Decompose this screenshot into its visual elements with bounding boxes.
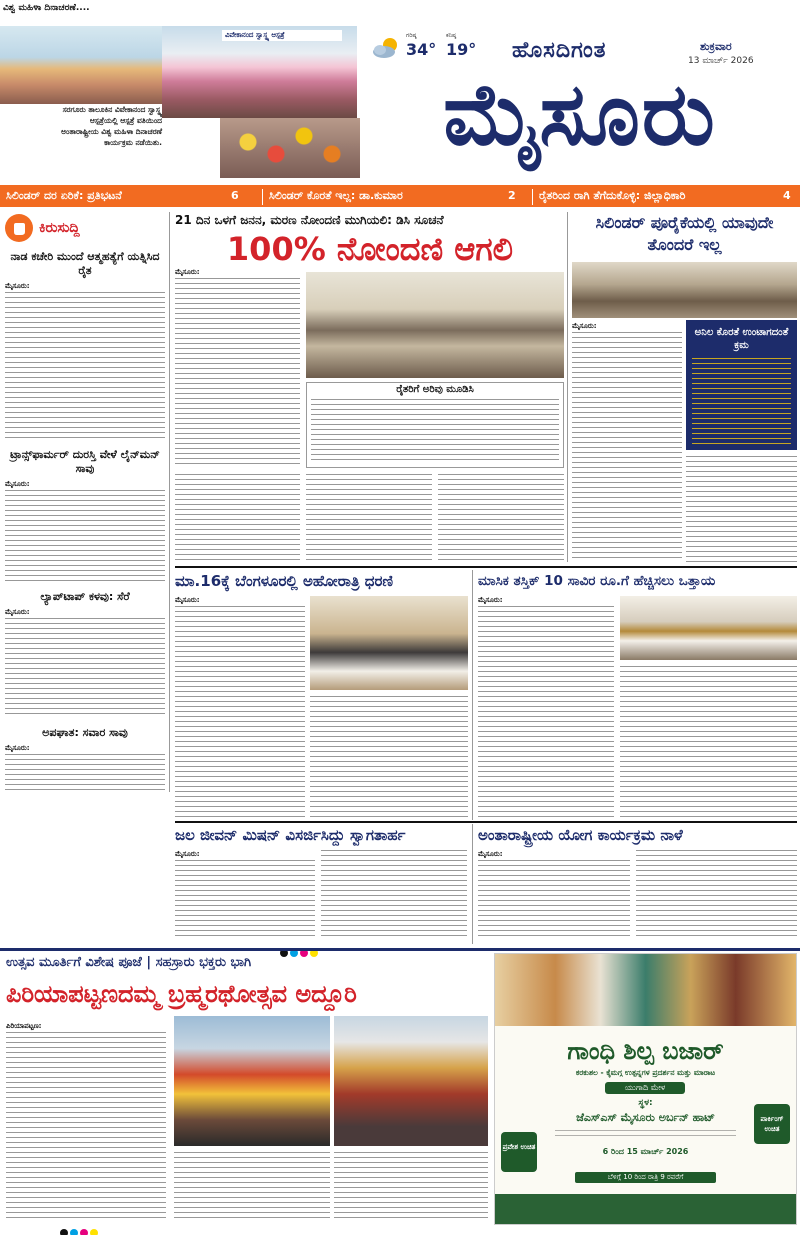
brand-logo: ಹೊಸದಿಗಂತ <box>512 38 607 63</box>
brief-dateline: ಮೈಸೂರು: <box>5 608 30 616</box>
womens-day-photo <box>0 26 165 104</box>
brief-headline: ಟ್ರಾನ್ಸ್‌ಫಾರ್ಮರ್ ದುರಸ್ತಿ ವೇಳೆ ಲೈನ್‌ಮನ್ ಸಾವು <box>10 448 160 475</box>
ticker-text: ರೈತರಿಂದ ರಾಗಿ ತೆಗೆದುಕೊಳ್ಳಿ: ಜಿಲ್ಲಾಧಿಕಾರಿ <box>539 189 686 202</box>
festival-kicker: ಉತ್ಸವ ಮೂರ್ತಿಗೆ ವಿಶೇಷ ಪೂಜೆ | ಸಹಸ್ರಾರು ಭಕ್ತರು ಭಾಗಿ <box>6 955 252 970</box>
brief-body <box>5 292 165 442</box>
salary-headline: ಮಾಸಿಕ ತಸ್ತಿಕ್ 10 ಸಾವಿರ ರೂ.ಗೆ ಹೆಚ್ಚಿಸಲು ಒತ್ತಾಯ <box>478 573 716 589</box>
column-divider <box>472 570 473 820</box>
lead-dateline: ಮೈಸೂರು: <box>175 268 200 276</box>
min-label: ಕನಿಷ್ಠ <box>446 32 457 39</box>
city-title: ಮೈಸೂರು <box>443 65 717 165</box>
section-rule <box>175 566 797 568</box>
column-divider <box>567 212 568 562</box>
yoga-body-2 <box>636 850 797 940</box>
lead-headline: 100% ನೋಂದಣಿ ಆಗಲಿ <box>226 230 514 268</box>
brief-headline: ನಾಡ ಕಚೇರಿ ಮುಂದೆ ಆತ್ಮಹತ್ಯೆಗೆ ಯತ್ನಿಸಿದ ರೈತ <box>10 250 160 277</box>
cylinder-box <box>686 320 797 450</box>
cylinder-dateline: ಮೈಸೂರು: <box>572 322 597 330</box>
festival-headline: ಪಿರಿಯಾಪಟ್ಟಣದಮ್ಮ ಬ್ರಹ್ಮರಥೋತ್ಸವ ಅದ್ದೂರಿ <box>6 980 357 1008</box>
salary-body-1 <box>478 606 614 818</box>
jal-headline: ಜಲ ಜೀವನ್ ಮಿಷನ್ ವಿಸರ್ಜಿಸಿದ್ದು ಸ್ವಾಗತಾರ್ಹ <box>175 826 406 844</box>
ticker-page: 2 <box>508 189 516 202</box>
section-rule <box>175 821 797 823</box>
brief-body <box>5 754 165 790</box>
ticker-item[interactable] <box>6 189 261 205</box>
festival-body-2 <box>174 1152 330 1220</box>
cylinder-body-col1 <box>572 332 682 562</box>
free-parking-badge <box>754 1104 790 1144</box>
ticker-item[interactable] <box>532 189 800 205</box>
dharani-headline: ಮಾ.16ಕ್ಕೆ ಬೆಂಗಳೂರಲ್ಲಿ ಅಹೋರಾತ್ರಿ ಧರಣಿ <box>175 572 393 590</box>
day: ಶುಕ್ರವಾರ <box>700 40 732 53</box>
ticker-item[interactable] <box>262 189 532 205</box>
lead-box-body <box>311 399 559 463</box>
protest-photo <box>620 596 797 660</box>
lead-body-col2 <box>175 474 300 562</box>
dharani-body <box>175 606 305 818</box>
brief-dateline: ಮೈಸೂರು: <box>5 480 30 488</box>
ticker-page: 6 <box>231 189 239 202</box>
brief-headline: ಅಪಘಾತ: ಸವಾರ ಸಾವು <box>42 726 128 739</box>
lead-body-col1 <box>175 278 300 468</box>
cylinder-headline: ಸಿಲಿಂಡರ್ ಪೂರೈಕೆಯಲ್ಲಿ ಯಾವುದೇ ತೊಂದರೆ ಇಲ್ಲ <box>595 213 774 254</box>
kirusuddi-label: ಕಿರುಸುದ್ದಿ <box>39 220 80 236</box>
advert-dates: 6 ರಿಂದ 15 ಮಾರ್ಚ್ 2026 <box>602 1147 689 1156</box>
dharani-dateline: ಮೈಸೂರು: <box>175 596 200 604</box>
salary-dateline: ಮೈಸೂರು: <box>478 596 503 604</box>
lead-box-title: ರೈತರಿಗೆ ಅರಿವು ಮೂಡಿಸಿ <box>307 383 563 397</box>
balloons-decor <box>220 118 360 178</box>
ticker-text: ಸಿಲಿಂಡರ್ ಕೊರತೆ ಇಲ್ಲ: ಡಾ.ಕುಮಾರ <box>269 189 403 202</box>
ad-caption: ಸರಗೂರು ತಾಲೂಕಿನ ವಿವೇಕಾನಂದ ಸ್ವಾಸ್ಥ್ಯ ಆಸ್ಪತ್ರೆಯಲ್ಲಿ ಆಸ್ಪತ್ರೆ ವತಿಯಿಂದ ಅಂತಾರಾಷ್ಟ್ರೀಯ ವಿಶ್ವ ಮಹಿಳಾ ದಿನಾಚರಣೆ ಕಾರ್ಯಕ್ರಮ ನಡೆಯಿತು. <box>61 105 162 147</box>
brief-body <box>5 490 165 582</box>
brief-dateline: ಮೈಸೂರು: <box>5 744 30 752</box>
venue-address <box>555 1130 736 1138</box>
advert-tag: ಯುಗಾದಿ ಮೇಳ <box>605 1082 685 1094</box>
press-photo <box>310 596 468 690</box>
festival-dateline: ಪಿರಿಯಾಪಟ್ಟಣ: <box>6 1022 42 1030</box>
advert-subtitle: ಕರಕುಶಲ - ಕೈಮಗ್ಗ ಉತ್ಪನ್ನಗಳ ಪ್ರದರ್ಶನ ಮತ್ತು ಮಾರಾಟ <box>575 1068 716 1077</box>
meeting-photo <box>306 272 564 378</box>
jal-body-1 <box>175 860 315 940</box>
yoga-dateline: ಮೈಸೂರು: <box>478 850 503 858</box>
free-entry-text: ಪ್ರವೇಶ ಉಚಿತ <box>502 1143 536 1151</box>
masthead-ad <box>0 0 165 185</box>
salary-body-2 <box>620 666 797 818</box>
advert-title: ಗಾಂಧಿ ಶಿಲ್ಪ ಬಜಾರ್ <box>567 1037 724 1065</box>
festival-body-3 <box>334 1152 488 1220</box>
cylinder-box-body <box>692 358 791 444</box>
temp-min: 19° <box>446 40 477 59</box>
hand-icon <box>5 214 33 242</box>
registration-marks <box>60 1222 760 1232</box>
jal-body-2 <box>321 850 467 940</box>
chariot-photo <box>174 1016 330 1146</box>
temp-max: 34° <box>406 40 437 59</box>
yoga-body-1 <box>478 860 630 940</box>
lead-body-col4 <box>438 474 564 562</box>
cylinder-photo <box>572 262 797 318</box>
crafts-strip <box>495 954 796 1026</box>
ticker-page: 4 <box>783 189 791 202</box>
brief-body <box>5 618 165 718</box>
advert-hours: ಬೆಳಿಗ್ಗೆ 10 ರಿಂದ ರಾತ್ರಿ 9 ರವರೆಗೆ <box>575 1172 716 1183</box>
venue: ಜೆಎಸ್‌ಎಸ್ ಮೈಸೂರು ಅರ್ಬನ್ ಹಾಟ್ <box>576 1111 715 1124</box>
venue-label: ಸ್ಥಳ: <box>638 1098 653 1108</box>
sun-cloud-icon <box>372 36 402 60</box>
cylinder-body-col2 <box>686 456 797 562</box>
kirusuddi-column <box>5 212 167 792</box>
lead-box <box>306 382 564 468</box>
crowd-photo <box>334 1016 488 1146</box>
max-label: ಗರಿಷ್ಠ <box>406 32 417 39</box>
column-divider <box>169 212 170 792</box>
photo-banner <box>162 26 357 118</box>
date: 13 ಮಾರ್ಚ್ 2026 <box>688 56 754 66</box>
free-entry-badge <box>501 1132 537 1172</box>
column-divider <box>472 824 473 944</box>
yoga-headline: ಅಂತಾರಾಷ್ಟ್ರೀಯ ಯೋಗ ಕಾರ್ಯಕ್ರಮ ನಾಳೆ <box>478 826 683 844</box>
ticker-text: ಸಿಲಿಂಡರ್ ದರ ಏರಿಕೆ: ಪ್ರತಿಭಟನೆ <box>6 189 122 202</box>
cylinder-box-title: ಅನಿಲ ಕೊರತೆ ಉಂಟಾಗದಂತೆ ಕ್ರಮ <box>694 327 789 351</box>
sponsor-logos <box>495 1194 796 1224</box>
free-parking-text: ಪಾರ್ಕಿಂಗ್ ಉಚಿತ <box>760 1115 784 1133</box>
lead-body-col3 <box>306 474 432 562</box>
lead-kicker: 21 ದಿನ ಒಳಗೆ ಜನನ, ಮರಣ ನೋಂದಣಿ ಮುಗಿಯಲಿ: ಡಿಸಿ ಸೂಚನೆ <box>175 213 444 227</box>
dharani-body-2 <box>310 696 468 818</box>
kirusuddi-badge <box>5 214 125 244</box>
banner-text: ವಿವೇಕಾನಂದ ಸ್ವಾಸ್ಥ್ಯ ಆಸ್ಪತ್ರೆ <box>222 30 342 41</box>
section-rule <box>0 948 800 951</box>
brief-headline: ಲ್ಯಾಪ್‌ಟಾಪ್ ಕಳವು: ಸೆರೆ <box>40 590 130 603</box>
ad-heading: ವಿಶ್ವ ಮಹಿಳಾ ದಿನಾಚರಣೆ.... <box>3 3 90 13</box>
brief-dateline: ಮೈಸೂರು: <box>5 282 30 290</box>
advert[interactable] <box>494 953 797 1225</box>
festival-body-1 <box>6 1032 166 1220</box>
jal-dateline: ಮೈಸೂರು: <box>175 850 200 858</box>
